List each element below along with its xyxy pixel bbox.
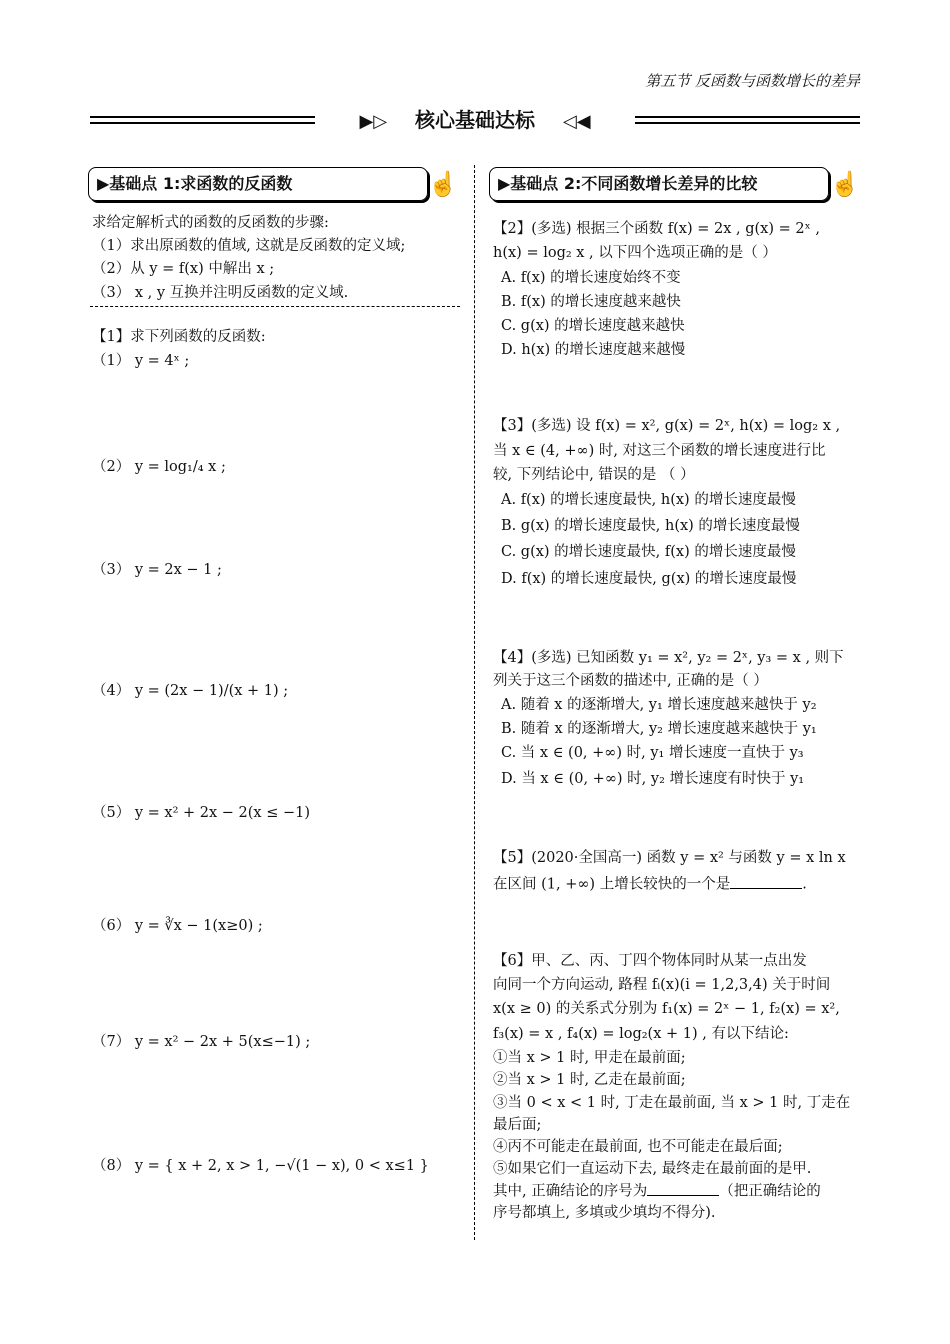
q4-stem: 【4】(多选) 已知函数 y₁ = x², y₂ = 2ˣ, y₃ = x , 则下 — [493, 650, 844, 666]
q3-stem: 当 x ∈ (4, +∞) 时, 对这三个函数的增长速度进行比 — [493, 443, 826, 459]
q1-item: （6） y = ∛x − 1(x≥0) ; — [92, 918, 263, 934]
q6-line: 最后面; — [493, 1117, 542, 1133]
q3-option: B. g(x) 的增长速度最快, h(x) 的增长速度最慢 — [501, 518, 800, 534]
q6-answer-suffix: （把正确结论的 — [719, 1183, 821, 1200]
intro-divider — [90, 306, 460, 307]
q1-item: （5） y = x² + 2x − 2(x ≤ −1) — [92, 805, 310, 821]
q2-option: C. g(x) 的增长速度越来越快 — [501, 318, 685, 334]
pointing-hand-icon: ☝ — [428, 170, 458, 198]
banner-left-arrows: ▶▷ — [359, 111, 388, 132]
q4-option: C. 当 x ∈ (0, +∞) 时, y₁ 增长速度一直快于 y₃ — [501, 745, 804, 761]
q2-option: D. h(x) 的增长速度越来越慢 — [501, 342, 686, 358]
right-section-title: ▶基础点 2:不同函数增长差异的比较 — [498, 174, 758, 193]
banner — [0, 104, 950, 133]
q2-stem: 【2】(多选) 根据三个函数 f(x) = 2x , g(x) = 2ˣ , — [493, 221, 820, 237]
intro-line: 求给定解析式的函数的反函数的步骤: — [92, 215, 329, 231]
q2-option: B. f(x) 的增长速度越来越快 — [501, 294, 681, 310]
intro-line: （2）从 y = f(x) 中解出 x ; — [92, 261, 275, 277]
q6-line: ④丙不可能走在最前面, 也不可能走在最后面; — [493, 1139, 783, 1155]
q3-stem: 较, 下列结论中, 错误的是 （ ） — [493, 467, 695, 483]
q3-stem: 【3】(多选) 设 f(x) = x², g(x) = 2ˣ, h(x) = log₂ x , — [493, 418, 841, 434]
q6-line: ⑤如果它们一直运动下去, 最终走在最前面的是甲. — [493, 1161, 812, 1177]
q1-item: （2） y = log₁/₄ x ; — [92, 459, 226, 475]
q4-option: B. 随着 x 的逐渐增大, y₂ 增长速度越来越快于 y₁ — [501, 721, 817, 737]
right-section-box — [489, 167, 829, 201]
q1-title: 【1】求下列函数的反函数: — [92, 329, 266, 345]
q6-line: ②当 x > 1 时, 乙走在最前面; — [493, 1072, 686, 1088]
q1-item: （8） y = { x + 2, x > 1, −√(1 − x), 0 < x≤1 } — [92, 1158, 429, 1174]
q5-stem-line2 — [493, 873, 807, 897]
q6-line: ③当 0 < x < 1 时, 丁走在最前面, 当 x > 1 时, 丁走在 — [493, 1095, 851, 1111]
q6-answer-prefix: 其中, 正确结论的序号为 — [493, 1183, 648, 1200]
column-divider — [474, 165, 475, 1240]
banner-right-arrows: ◁◀ — [562, 111, 591, 132]
q5-stem-text: 在区间 (1, +∞) 上增长较快的一个是 — [493, 876, 731, 893]
q4-option: D. 当 x ∈ (0, +∞) 时, y₂ 增长速度有时快于 y₁ — [501, 771, 805, 787]
q6-line: ①当 x > 1 时, 甲走在最前面; — [493, 1050, 686, 1066]
intro-line: （3） x , y 互换并注明反函数的定义域. — [92, 285, 349, 301]
q4-option: A. 随着 x 的逐渐增大, y₁ 增长速度越来越快于 y₂ — [501, 697, 817, 713]
intro-line: （1）求出原函数的值域, 这就是反函数的定义域; — [92, 238, 406, 254]
q6-line: x(x ≥ 0) 的关系式分别为 f₁(x) = 2ˣ − 1, f₂(x) = x², — [493, 1001, 840, 1017]
section-header: 第五节 反函数与函数增长的差异 — [645, 72, 860, 90]
q1-item: （7） y = x² − 2x + 5(x≤−1) ; — [92, 1034, 311, 1050]
q6-line: f₃(x) = x , f₄(x) = log₂(x + 1) , 有以下结论: — [493, 1026, 789, 1042]
q1-item: （3） y = 2x − 1 ; — [92, 562, 222, 578]
pointing-hand-icon: ☝ — [830, 170, 860, 198]
q6-line: 向同一个方向运动, 路程 fᵢ(x)(i = 1,2,3,4) 关于时间 — [493, 977, 831, 993]
banner-title: 核心基础达标 — [415, 108, 535, 132]
q2-stem: h(x) = log₂ x , 以下四个选项正确的是（ ） — [493, 245, 777, 261]
q3-option: C. g(x) 的增长速度最快, f(x) 的增长速度最慢 — [501, 544, 796, 560]
q4-stem: 列关于这三个函数的描述中, 正确的是（ ） — [493, 673, 768, 689]
left-section-box — [88, 167, 428, 201]
q6-last-line: 序号都填上, 多填或少填均不得分). — [493, 1205, 716, 1221]
q1-item: （1） y = 4ˣ ; — [92, 353, 190, 369]
q2-option: A. f(x) 的增长速度始终不变 — [501, 270, 681, 286]
q5-stem: 【5】(2020·全国高一) 函数 y = x² 与函数 y = x ln x — [493, 850, 846, 866]
q5-answer-blank[interactable] — [730, 873, 802, 889]
q3-option: A. f(x) 的增长速度最快, h(x) 的增长速度最慢 — [501, 492, 796, 508]
left-section-title: ▶基础点 1:求函数的反函数 — [97, 174, 293, 193]
q1-item: （4） y = (2x − 1)/(x + 1) ; — [92, 683, 289, 699]
q6-line: 【6】甲、乙、丙、丁四个物体同时从某一点出发 — [493, 953, 807, 969]
q6-answer-blank[interactable] — [647, 1180, 719, 1196]
q5-stem-end: . — [802, 876, 807, 893]
q3-option: D. f(x) 的增长速度最快, g(x) 的增长速度最慢 — [501, 571, 797, 587]
q6-answer-line — [493, 1180, 821, 1204]
